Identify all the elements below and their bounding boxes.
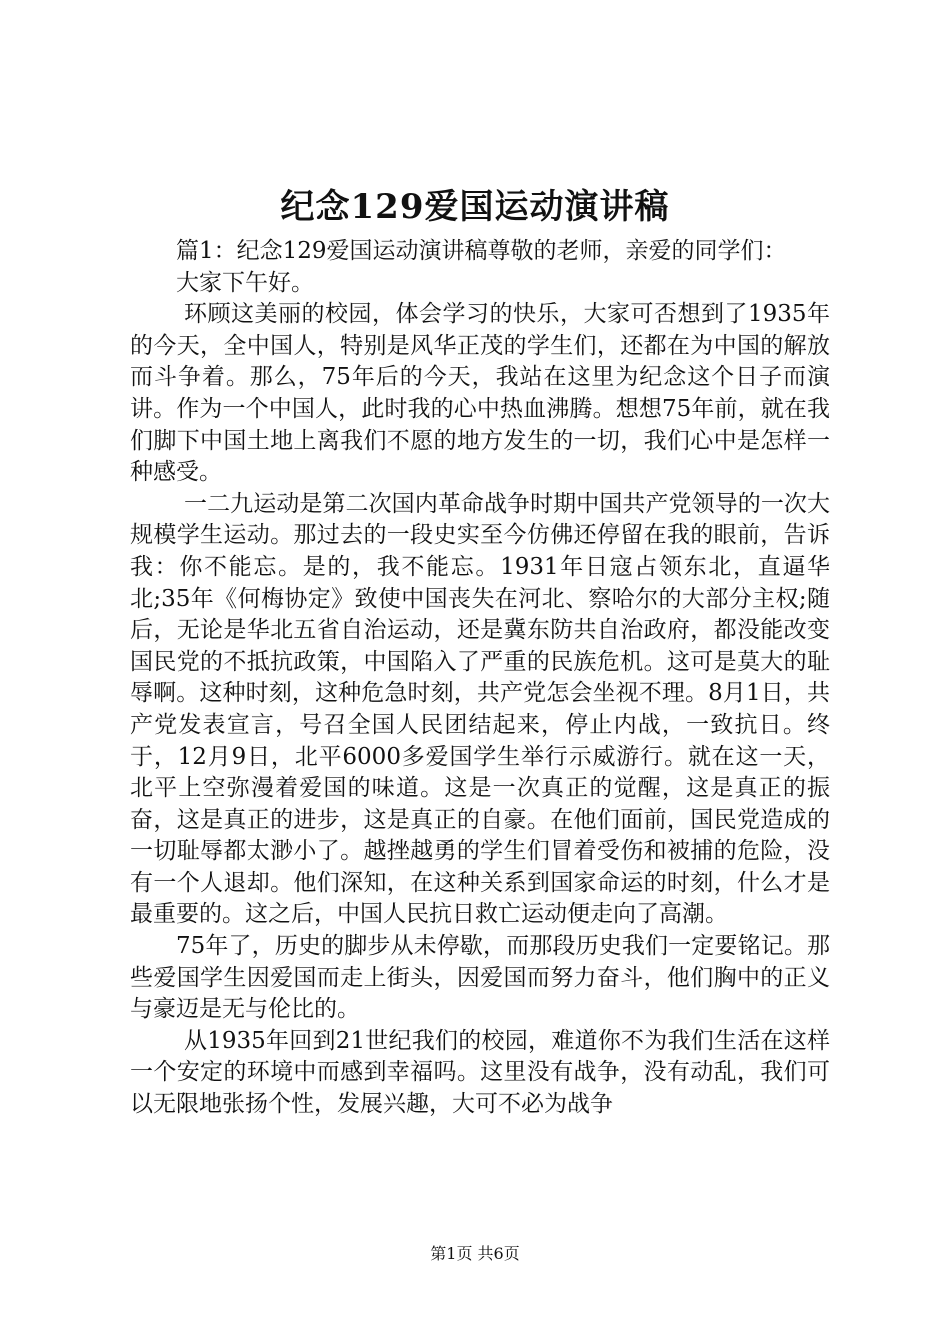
paragraph-greeting: 大家下午好。 [176, 269, 314, 296]
paragraph-campus: 环顾这美丽的校园，体会学习的快乐，大家可否想到了1935年的今天，全中国人，特别是风华正茂的学生们，还都在为中国的解放而斗争着。那么，75年后的今天，我站在这里为纪念这个日子而演讲。作为一个中国人，此时我的心中热血沸腾。想想75年前，就在我们脚下中国土地上离我们不愿的地方发生的一切，我们心中是怎样一种感受。 [130, 301, 830, 486]
paragraph-salutation: 篇1：纪念129爱国运动演讲稿尊敬的老师，亲爱的同学们： [176, 238, 787, 264]
paragraph-present-day: 从1935年回到21世纪我们的校园，难道你不为我们生活在这样一个安定的环境中而感到幸福吗。这里没有战争，没有动乱，我们可以无限地张扬个性，发展兴趣，大可不必为战争 [130, 1027, 830, 1118]
page-footer: 第1页 共6页 [430, 1244, 520, 1263]
document-title: 纪念129爱国运动演讲稿 [280, 187, 670, 227]
paragraph-remember: 75年了，历史的脚步从未停歇，而那段历史我们一定要铭记。那些爱国学生因爱国而走上街头，因爱国而努力奋斗，他们胸中的正义与豪迈是无与伦比的。 [130, 933, 830, 1023]
document-body [130, 236, 830, 1121]
paragraph-movement-history: 一二九运动是第二次国内革命战争时期中国共产党领导的一次大规模学生运动。那过去的一段史实至今仿佛还停留在我的眼前，告诉我：你不能忘。是的，我不能忘。1931年日寇占领东北，直逼华北;35年《何梅协定》致使中国丧失在河北、察哈尔的大部分主权;随后，无论是华北五省自治运动，还是冀东防共自治政府，都没能改变国民党的不抵抗政策，中国陷入了严重的民族危机。这可是莫大的耻辱啊。这种时刻，这种危急时刻，共产党怎会坐视不理。8月1日，共产党发表宣言，号召全国人民团结起来，停止内战，一致抗日。终于，12月9日，北平6000多爱国学生举行示威游行。就在这一天，北平上空弥漫着爱国的味道。这是一次真正的觉醒，这是真正的振奋，这是真正的进步，这是真正的自豪。在他们面前，国民党造成的一切耻辱都太渺小了。越挫越勇的学生们冒着受伤和被捕的危险，没有一个人退却。他们深知，在这种关系到国家命运的时刻，什么才是最重要的。这之后，中国人民抗日救亡运动便走向了高潮。 [130, 490, 830, 928]
